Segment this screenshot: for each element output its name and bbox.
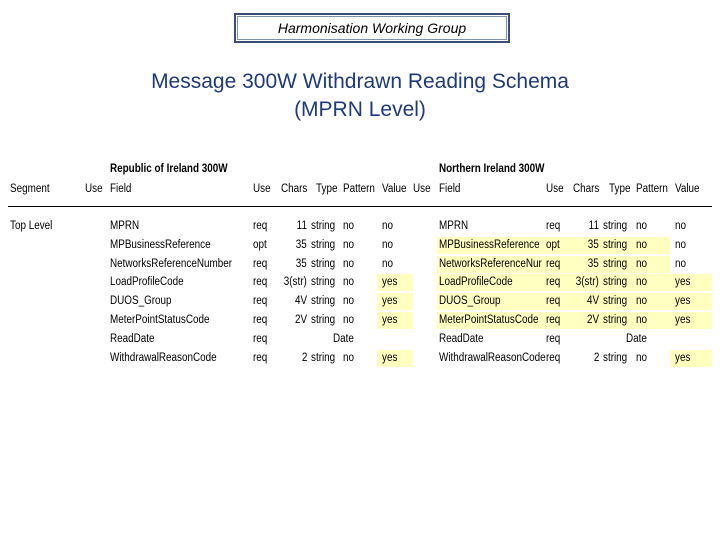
ni-row-use: req — [546, 333, 561, 345]
roi-row-type: string — [311, 314, 336, 326]
roi-row-type: Date — [333, 333, 354, 345]
ni-row-value: no — [675, 239, 687, 251]
col-header-use: Use — [85, 183, 103, 195]
ni-row-use: req — [546, 352, 561, 364]
ni-row-use: req — [546, 258, 561, 270]
ni-row-chars: 3(str) — [575, 276, 599, 288]
col-header-value: Value — [675, 183, 700, 195]
roi-row-pattern: no — [343, 295, 355, 307]
roi-row-value: no — [382, 258, 394, 270]
col-header-value: Value — [382, 183, 407, 195]
roi-row-type: string — [311, 258, 336, 270]
roi-heading: Republic of Ireland 300W — [110, 163, 228, 175]
col-header-field: Field — [110, 183, 132, 195]
ni-row-value: no — [675, 220, 687, 232]
ni-row-value: yes — [675, 352, 691, 364]
header-divider — [8, 206, 712, 207]
ni-row-field: MPRN — [439, 220, 469, 232]
ni-row-field: DUOS_Group — [439, 295, 501, 307]
roi-row-use: req — [253, 295, 268, 307]
roi-row-chars: 35 — [295, 258, 307, 270]
ni-row-type: string — [603, 220, 628, 232]
roi-row-chars: 2V — [294, 314, 307, 326]
col-header-type: Type — [609, 183, 631, 195]
roi-row-value: no — [382, 220, 394, 232]
roi-row-pattern: no — [343, 258, 355, 270]
col-header-chars: Chars — [281, 183, 308, 195]
ni-row-use: req — [546, 314, 561, 326]
roi-row-use: req — [253, 276, 268, 288]
ni-row-type: string — [603, 295, 628, 307]
roi-row-field: WithdrawalReasonCode — [110, 352, 217, 364]
ni-heading: Northern Ireland 300W — [439, 163, 545, 175]
page-title: Message 300W Withdrawn Reading Schema — [151, 70, 569, 93]
ni-row-use: req — [546, 276, 561, 288]
ni-row-chars: 11 — [588, 220, 599, 232]
ni-row-field: NetworksReferenceNur — [439, 258, 542, 270]
col-header-type: Type — [316, 183, 338, 195]
ni-row-pattern: no — [636, 314, 648, 326]
roi-row-value: yes — [382, 314, 398, 326]
roi-row-pattern: no — [343, 314, 355, 326]
ni-row-chars: 4V — [586, 295, 599, 307]
roi-row-chars: 4V — [294, 295, 307, 307]
roi-row-type: string — [311, 276, 336, 288]
ni-row-value: yes — [675, 295, 691, 307]
ni-row-value: yes — [675, 276, 691, 288]
col-header-chars: Chars — [573, 183, 600, 195]
col-header-pattern: Pattern — [343, 183, 375, 195]
roi-row-field: MPBusinessReference — [110, 239, 211, 251]
col-header-field: Field — [439, 183, 461, 195]
roi-row-field: DUOS_Group — [110, 295, 172, 307]
roi-row-field: MPRN — [110, 220, 140, 232]
roi-row-use: req — [253, 352, 268, 364]
ni-row-pattern: no — [636, 239, 648, 251]
roi-row-use: opt — [253, 239, 267, 251]
ni-row-chars: 2V — [586, 314, 599, 326]
ni-row-use: req — [546, 295, 561, 307]
ni-row-field: WithdrawalReasonCode — [439, 352, 546, 364]
ni-row-type: string — [603, 276, 628, 288]
ni-row-pattern: no — [636, 352, 648, 364]
ni-row-field: ReadDate — [439, 333, 484, 345]
roi-row-value: no — [382, 239, 394, 251]
col-header-pattern: Pattern — [636, 183, 668, 195]
roi-row-field: LoadProfileCode — [110, 276, 184, 288]
ni-row-type: Date — [626, 333, 647, 345]
ni-row-pattern: no — [636, 220, 648, 232]
roi-row-field: MeterPointStatusCode — [110, 314, 210, 326]
ni-row-use: opt — [546, 239, 560, 251]
roi-row-use: req — [253, 314, 268, 326]
ni-row-field: MeterPointStatusCode — [439, 314, 539, 326]
segment-label: Top Level — [10, 220, 53, 232]
col-header-segment: Segment — [10, 183, 50, 195]
page-subtitle: (MPRN Level) — [294, 98, 426, 121]
roi-row-type: string — [311, 295, 336, 307]
roi-row-chars: 3(str) — [283, 276, 307, 288]
ni-row-chars: 35 — [587, 239, 599, 251]
col-header-use: Use — [253, 183, 271, 195]
ni-row-pattern: no — [636, 295, 648, 307]
roi-row-use: req — [253, 258, 268, 270]
ni-row-use: req — [546, 220, 561, 232]
ni-row-type: string — [603, 314, 628, 326]
roi-row-chars: 11 — [296, 220, 307, 232]
roi-row-pattern: no — [343, 220, 355, 232]
ni-row-value: yes — [675, 314, 691, 326]
ni-row-value: no — [675, 258, 687, 270]
roi-row-chars: 2 — [301, 352, 307, 364]
roi-row-type: string — [311, 220, 336, 232]
col-header-use: Use — [546, 183, 564, 195]
ni-row-type: string — [603, 258, 628, 270]
roi-row-field: ReadDate — [110, 333, 155, 345]
roi-row-chars: 35 — [295, 239, 307, 251]
roi-row-pattern: no — [343, 239, 355, 251]
ni-row-chars: 35 — [587, 258, 599, 270]
roi-row-field: NetworksReferenceNumber — [110, 258, 233, 270]
roi-row-type: string — [311, 352, 336, 364]
ni-row-type: string — [603, 352, 628, 364]
ni-row-pattern: no — [636, 258, 648, 270]
roi-row-value: yes — [382, 276, 398, 288]
ni-row-chars: 2 — [593, 352, 599, 364]
ni-row-field: MPBusinessReference — [439, 239, 540, 251]
roi-row-value: yes — [382, 352, 398, 364]
roi-row-use: req — [253, 220, 268, 232]
roi-row-pattern: no — [343, 276, 355, 288]
group-title: Harmonisation Working Group — [277, 20, 467, 36]
ni-row-field: LoadProfileCode — [439, 276, 513, 288]
col-header-use: Use — [413, 183, 431, 195]
roi-row-use: req — [253, 333, 268, 345]
roi-row-value: yes — [382, 295, 398, 307]
ni-row-type: string — [603, 239, 628, 251]
roi-row-pattern: no — [343, 352, 355, 364]
roi-row-type: string — [311, 239, 336, 251]
ni-row-pattern: no — [636, 276, 648, 288]
